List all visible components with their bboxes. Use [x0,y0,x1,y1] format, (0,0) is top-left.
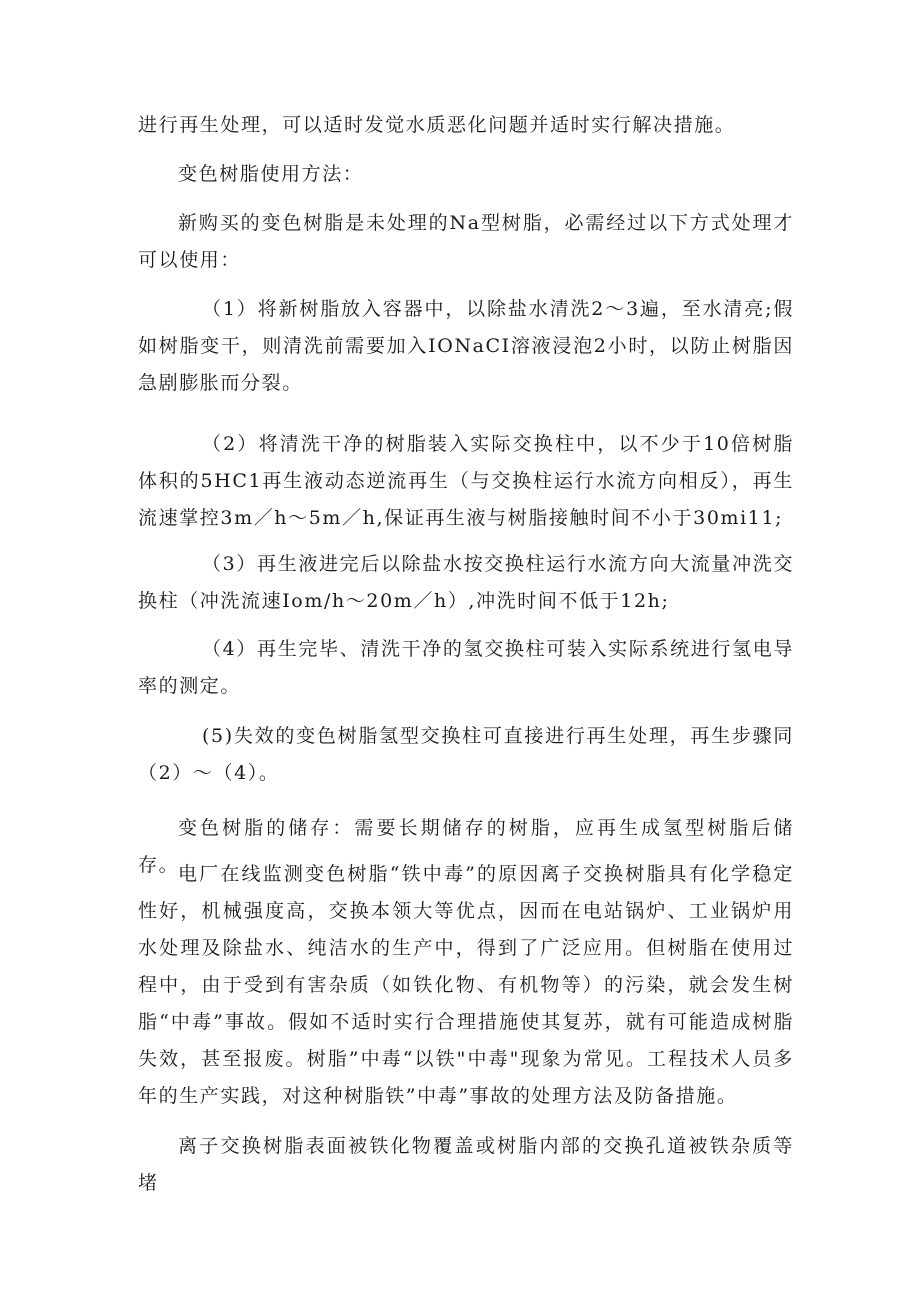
step-2: （2）将清洗干净的树脂装入实际交换柱中，以不少于10倍树脂体积的5HC1再生液动态逆流再生（与交换柱运行水流方向相反），再生流速掌控3m／h～5m／h,保证再生液与树脂接触时间不小于30mi11; [138,433,794,529]
step-1: （1）将新树脂放入容器中，以除盐水清洗2～3遍，至水清亮;假如树脂变干，则清洗前需要加入IONaCI溶液浸泡2小时，以防止树脂因急剧膨胀而分裂。 [138,298,794,394]
paragraph-new-resin: 新购买的变色树脂是未处理的Na型树脂，必需经过以下方式处理才可以使用： [138,212,794,271]
paragraph-regeneration-note: 进行再生处理，可以适时发觉水质恶化问题并适时实行解决措施。 [138,114,736,136]
paragraph-iron-blockage: 离子交换树脂表面被铁化物覆盖或树脂内部的交换孔道被铁杂质等堵 [138,1135,794,1194]
step-3: （3）再生液进完后以除盐水按交换柱运行水流方向大流量冲洗交换柱（冲洗流速Iom/h～20m／h）,冲洗时间不低于12h; [138,553,794,612]
step-4: （4）再生完毕、清洗干净的氢交换柱可装入实际系统进行氢电导率的测定。 [138,638,794,697]
step-5: (5)失效的变色树脂氢型交换柱可直接进行再生处理，再生步骤同（2）～（4）。 [138,725,794,784]
paragraph-storage: 变色树脂的储存：需要长期储存的树脂，应再生成氢型树脂后储存。 [138,817,794,876]
heading-usage-method: 变色树脂使用方法： [178,163,364,185]
paragraph-iron-poisoning: 电厂在线监测变色树脂“铁中毒”的原因离子交换树脂具有化学稳定性好，机械强度高，交换本领大等优点，因而在电站锅炉、工业锅炉用水处理及除盐水、纯洁水的生产中，得到了广泛应用。但树脂在使用过程中，由于受到有害杂质（如铁化物、有机物等）的污染，就会发生树脂“中毒”事故。假如不适时实行合理措施使其复苏，就有可能造成树脂失效，甚至报废。树脂”中毒“以铁"中毒"现象为常见。工程技术人员多年的生产实践，对这种树脂铁”中毒”事故的处理方法及防备措施。 [138,863,794,1107]
